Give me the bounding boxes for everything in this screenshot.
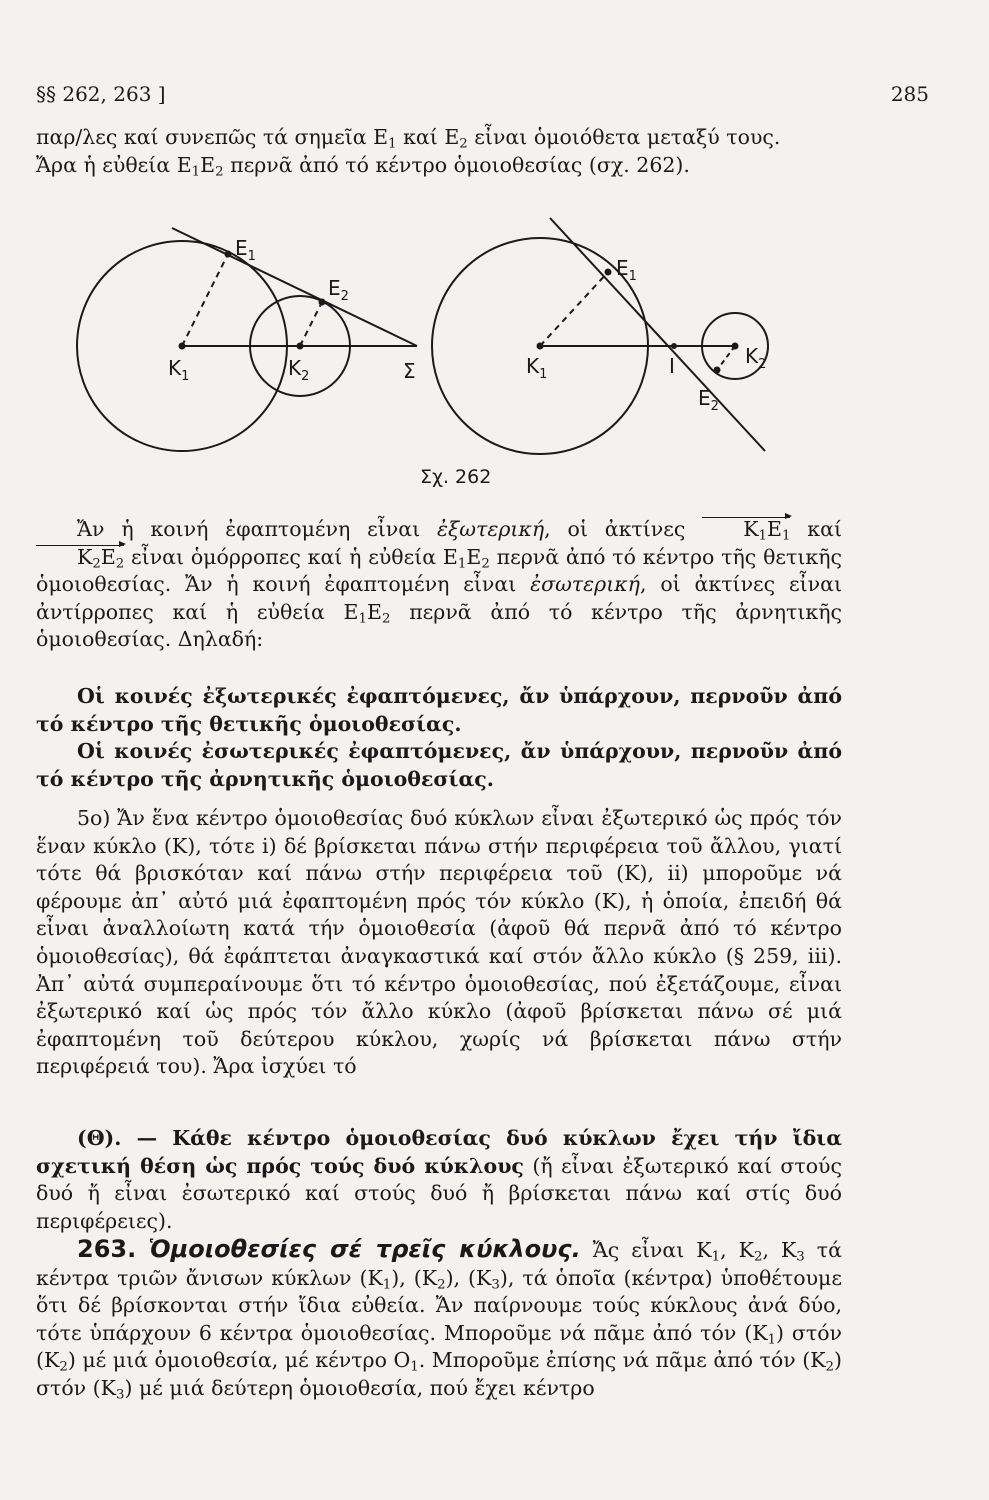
label-k1-right: $K_1$ — [526, 354, 548, 382]
intro-paragraph: παρ/λες καί συνεπῶς τά σημεῖα $E_1$ καί $E_2$ εἶναι ὁμοιόθετα μεταξύ τους. Ἄρα ἡ εὐθεία $E_1E_2$ περνᾶ ἀπό τό κέντρο ὁμοιοθεσίας (σχ. 262). — [36, 125, 781, 179]
right-diagram — [432, 218, 768, 454]
label-k1-left: $K_1$ — [168, 356, 190, 384]
rule-external-tangents: Οἱ κοινές ἐξωτερικές ἐφαπτόμενες, ἄν ὑπάρχουν, περνοῦν ἀπό τό κέντρο τῆς θετικῆς ὁμοιοθεσίας. — [36, 684, 842, 736]
section-263: 263. Ὁμοιοθεσίες σέ τρεῖς κύκλους. Ἄς εἶναι $K_1$, $K_2$, $K_3$ τά κέντρα τριῶν ἄνισων κύκλων $(K_1)$, $(K_2)$, $(K_3)$, τά ὁποῖα (κέντρα) ὑποθέτουμε ὅτι δέ βρίσκονται στήν ἴδια εὐθεία. Ἄν παίρνουμε τούς κύκλους ἀνά δύο, τότε ὑπάρχουν 6 κέντρα ὁμοιοθεσίας. Μποροῦμε νά πᾶμε ἀπό τόν $(K_1)$ στόν $(K_2)$ μέ μιά ὁμοιοθεσία, μέ κέντρο $O_1$. Μποροῦμε ἐπίσης νά πᾶμε ἀπό τόν $(K_2)$ στόν $(K_3)$ μέ μιά δεύτερη ὁμοιοθεσία, πού ἔχει κέντρο — [36, 1235, 843, 1403]
radius-k2e2 — [300, 302, 322, 346]
section-number: 263. — [77, 1235, 137, 1263]
label-sigma: Σ — [403, 359, 416, 383]
label-k2-left: $K_2$ — [288, 356, 310, 384]
external-tangent — [172, 228, 417, 346]
rules-block — [36, 683, 842, 793]
label-i: I — [669, 354, 675, 378]
tangent-paragraph: Ἄν ἡ κοινή ἐφαπτομένη εἶναι ἐξωτερική, οἱ ἀκτίνες $K_1E_1$ καί $K_2E_2$ εἶναι ὁμόρροπες καί ἡ εὐθεία $E_1E_2$ περνᾶ ἀπό τό κέντρο τῆς θετικῆς ὁμοιοθεσίας. Ἄν ἡ κοινή ἐφαπτομένη εἶναι ἐσωτερική, οἱ ἀκτίνες εἶναι ἀντίρροπες καί ἡ εὐθεία $E_1E_2$ περνᾶ ἀπό τό κέντρο τῆς ἀρνητικῆς ὁμοιοθεσίας. Δηλαδή: — [36, 517, 843, 652]
paragraph-5: 5ο) Ἄν ἕνα κέντρο ὁμοιοθεσίας δυό κύκλων εἶναι ἐξωτερικό ὡς πρός τόν ἕναν κύκλο (K), τότε i) δέ βρίσκεται πάνω στήν περιφέρεια τοῦ ἄλλου, γιατί τότε θά βρισκόταν καί πάνω στήν περιφέρεια τοῦ (K), ii) μποροῦμε νά φέρουμε ἀπ᾽ αὐτό μιά ἐφαπτομένη πρός τόν κύκλο (K), ἡ ὁποία, ἐπειδή θά εἶναι ἀναλλοίωτη κατά τήν ὁμοιοθεσία (ἀφοῦ θά περνᾶ ἀπό τό κέντρο ὁμοιοθεσίας), θά ἐφάπτεται ἀναγκαστικά καί στόν ἄλλο κύκλο (§ 259, iii). Ἀπ᾽ αὐτά συμπεραίνουμε ὅτι τό κέντρο ὁμοιοθεσίας, πού ἐξετάζουμε, εἶναι ἐξωτερικό καί ὡς πρός τόν ἄλλο κύκλο (ἀφοῦ βρίσκεται πάνω σέ μιά ἐφαπτομένη τοῦ δεύτερου κύκλου, χωρίς νά βρίσκεται πάνω στήν περιφέρειά του). Ἄρα ἰσχύει τό — [36, 806, 842, 1079]
label-e2-left: $E_2$ — [328, 276, 349, 304]
internal-tangent — [550, 218, 765, 451]
vector-k2e2: $K_2E_2$ — [36, 544, 124, 572]
page-number: 285 — [890, 82, 929, 106]
figure-262 — [60, 215, 820, 460]
rule-internal-tangents: Οἱ κοινές ἐσωτερικές ἐφαπτόμενες, ἄν ὑπάρχουν, περνοῦν ἀπό τό κέντρο τῆς ἀρνητικῆς ὁμοιοθεσίας. — [36, 739, 842, 791]
figure-caption: Σχ. 262 — [420, 466, 492, 488]
label-e1-left: $E_1$ — [235, 236, 256, 264]
radius-k2e2-right — [717, 346, 735, 370]
section-title: Ὁμοιοθεσίες σέ τρεῖς κύκλους. — [148, 1235, 581, 1263]
label-e1-right: $E_1$ — [616, 256, 637, 284]
running-header — [36, 82, 929, 112]
radius-k1e1 — [182, 254, 228, 346]
label-k2-right: $K_2$ — [745, 344, 767, 372]
label-e2-right: $E_2$ — [698, 386, 719, 414]
theorem-paragraph: (Θ). — Κάθε κέντρο ὁμοιοθεσίας δυό κύκλων ἔχει τήν ἴδια σχετική θέση ὡς πρός τούς δυό κύκλους (ἤ εἶναι ἐξωτερικό καί στούς δυό ἤ εἶναι ἐσωτερικό καί στούς δυό ἤ βρίσκεται πάνω καί στίς δυό περιφέρειες). — [36, 1126, 842, 1233]
vector-k1e1: $K_1E_1$ — [702, 516, 790, 544]
section-reference: §§ 262, 263 ] — [36, 82, 166, 106]
radius-k1e1-right — [540, 272, 608, 346]
